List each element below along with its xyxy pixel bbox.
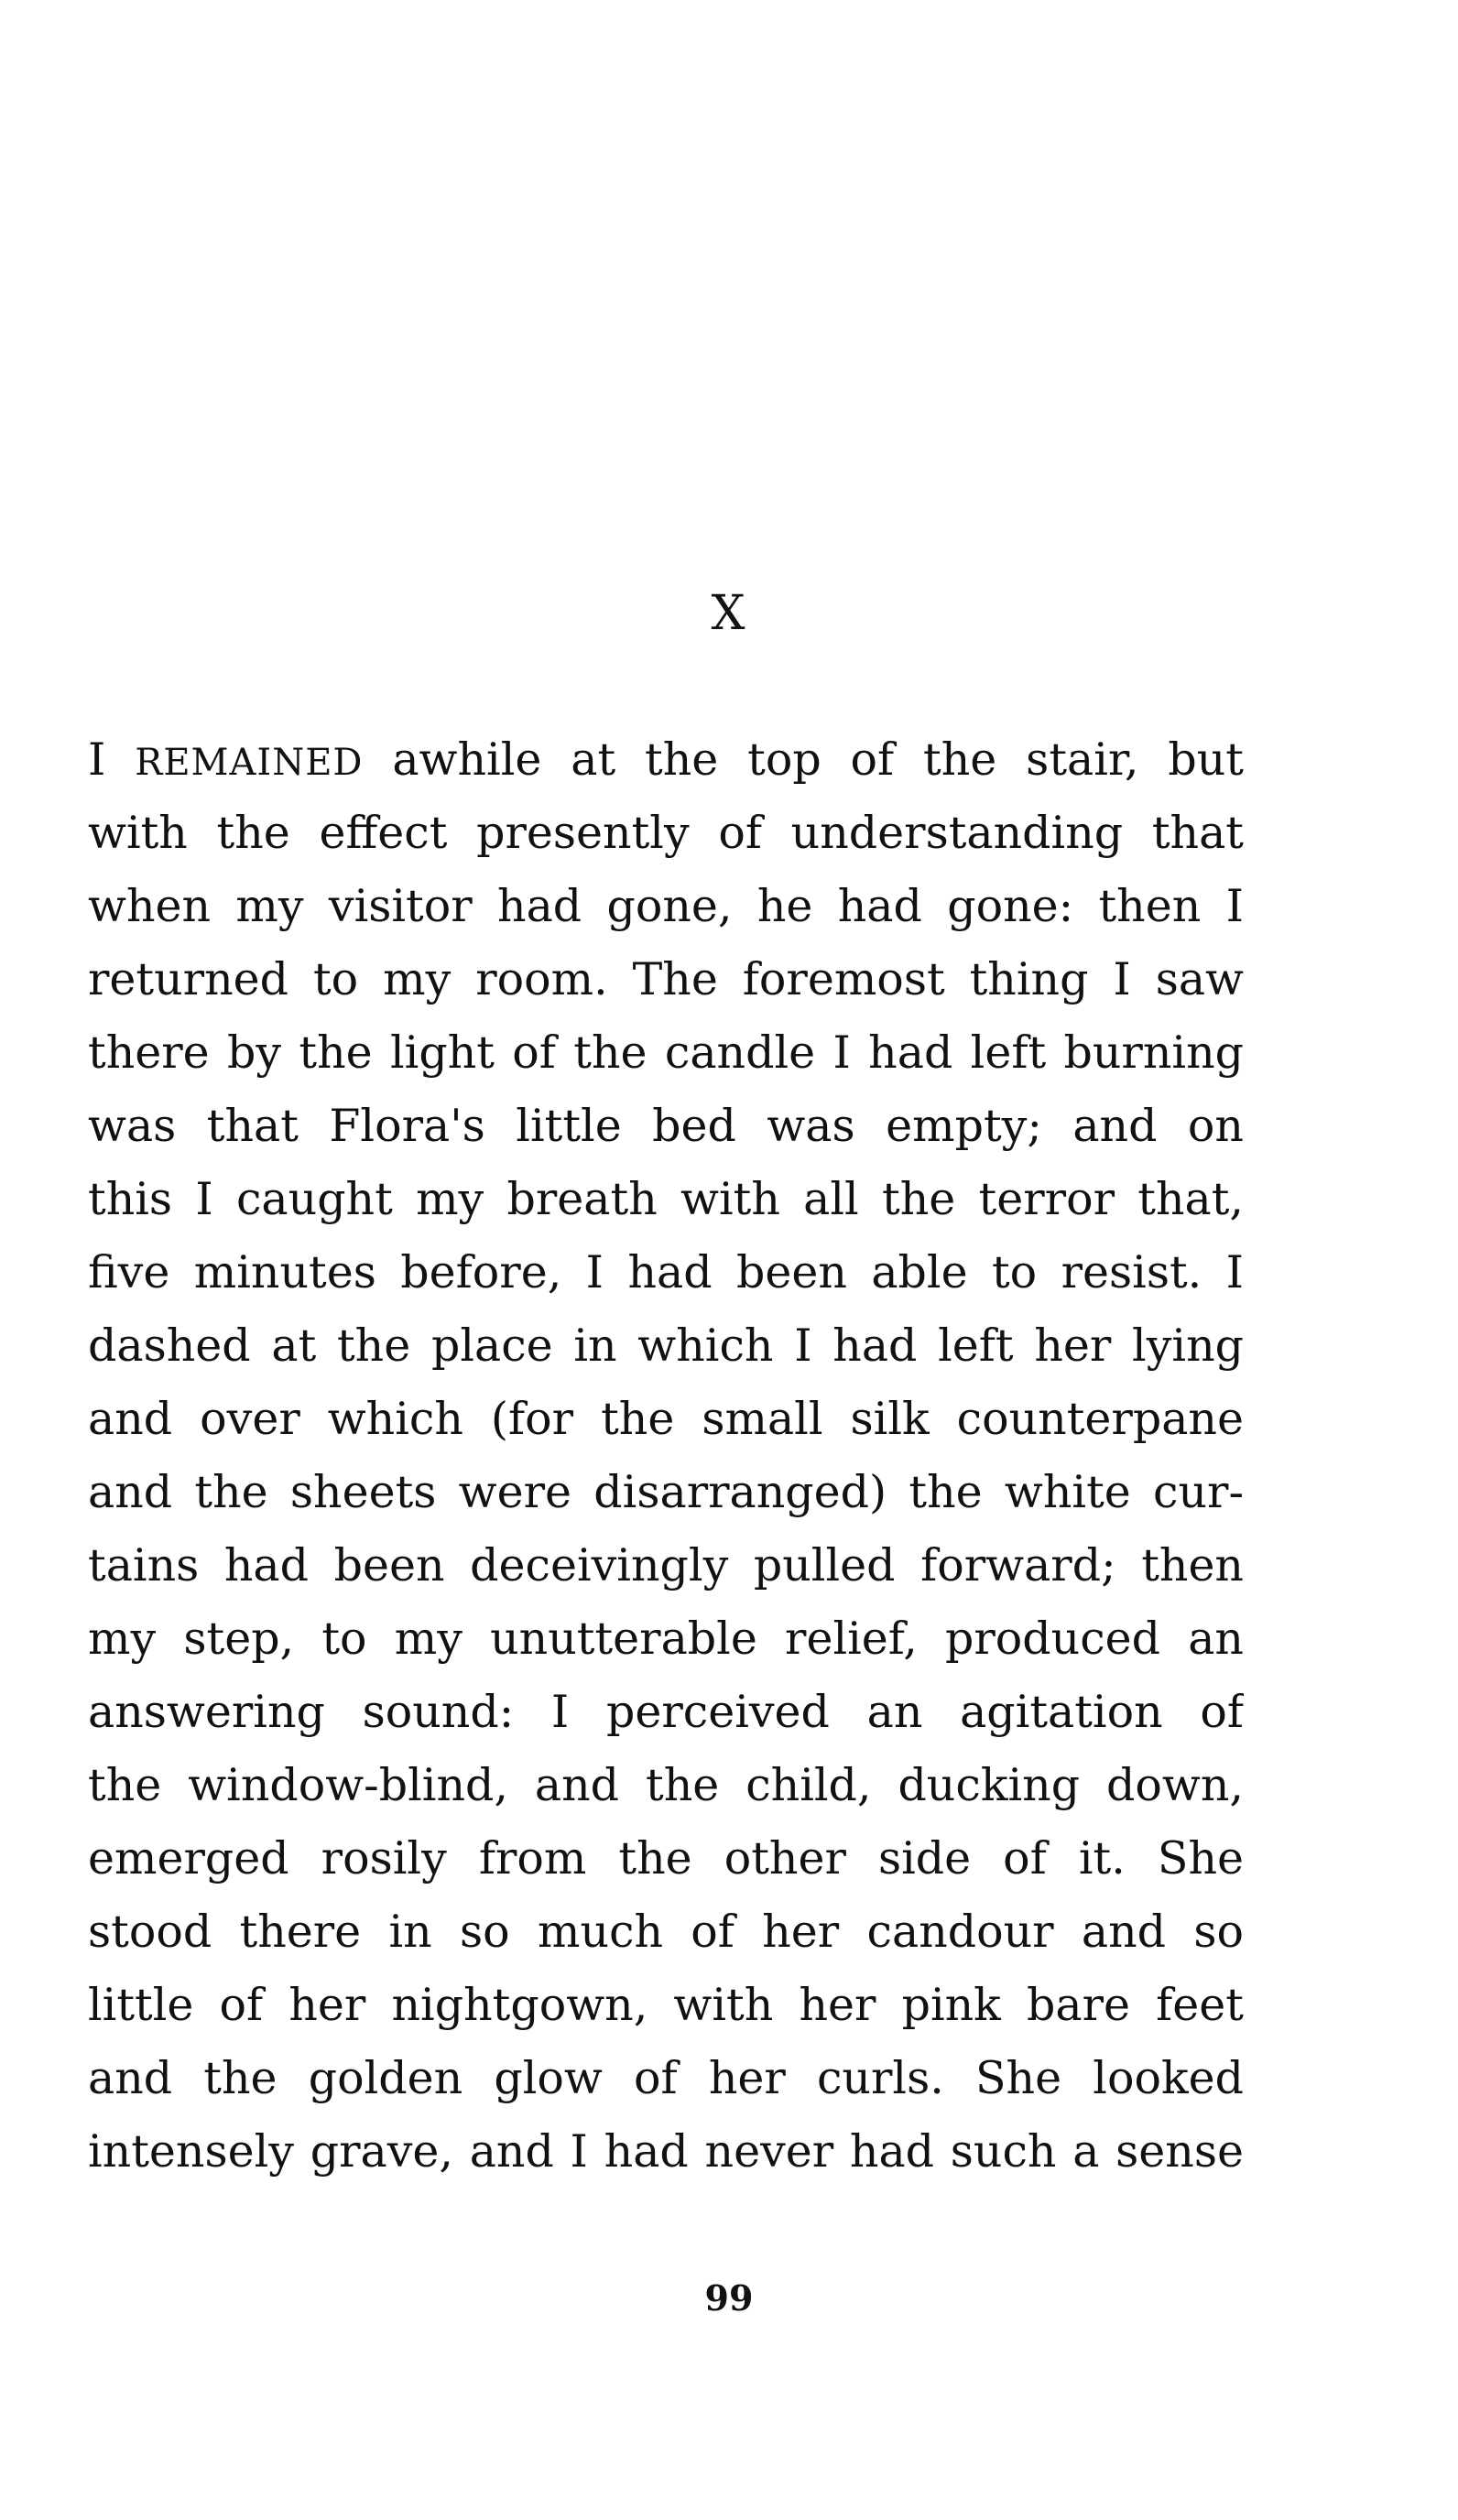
text-line-2: with the effect presently of understanding that xyxy=(88,807,1244,859)
page-number: 99 xyxy=(704,2277,754,2319)
text-line-15: the window-blind, and the child, ducking down, xyxy=(88,1759,1244,1811)
text-line-5: there by the light of the candle I had left burning xyxy=(88,1026,1244,1079)
chapter-heading: X xyxy=(711,586,747,641)
text-line-1-rest: awhile at the top of the stair, but xyxy=(363,733,1244,786)
text-line-18: little of her nightgown, with her pink bare feet xyxy=(88,1979,1244,2031)
chapter-paragraph xyxy=(88,723,1244,2189)
text-line-17: stood there in so much of her candour and so xyxy=(88,1906,1244,1958)
text-line-3: when my visitor had gone, he had gone: then I xyxy=(88,880,1244,932)
text-line-7: this I caught my breath with all the terror that, xyxy=(88,1173,1244,1225)
text-line-8: five minutes before, I had been able to resist. I xyxy=(88,1246,1244,1298)
text-line-16: emerged rosily from the other side of it. She xyxy=(88,1832,1244,1885)
opening-smallcaps-word: REMAINED xyxy=(135,742,364,784)
text-line-20: intensely grave, and I had never had such a sense xyxy=(88,2125,1244,2178)
text-line-12: tains had been deceivingly pulled forward; then xyxy=(88,1539,1244,1591)
text-line-19: and the golden glow of her curls. She looked xyxy=(88,2052,1244,2104)
text-line-4: returned to my room. The foremost thing I saw xyxy=(88,953,1244,1005)
text-line-6: was that Flora's little bed was empty; and on xyxy=(88,1100,1244,1152)
text-line-11: and the sheets were disarranged) the white cur- xyxy=(88,1466,1244,1518)
opening-word: I xyxy=(88,733,106,786)
text-line-10: and over which (for the small silk counterpane xyxy=(88,1393,1244,1445)
text-line-9: dashed at the place in which I had left her lying xyxy=(88,1320,1244,1372)
text-line-1 xyxy=(88,723,1244,797)
text-line-14: answering sound: I perceived an agitation of xyxy=(88,1686,1244,1738)
text-line-13: my step, to my unutterable relief, produced an xyxy=(88,1613,1244,1665)
